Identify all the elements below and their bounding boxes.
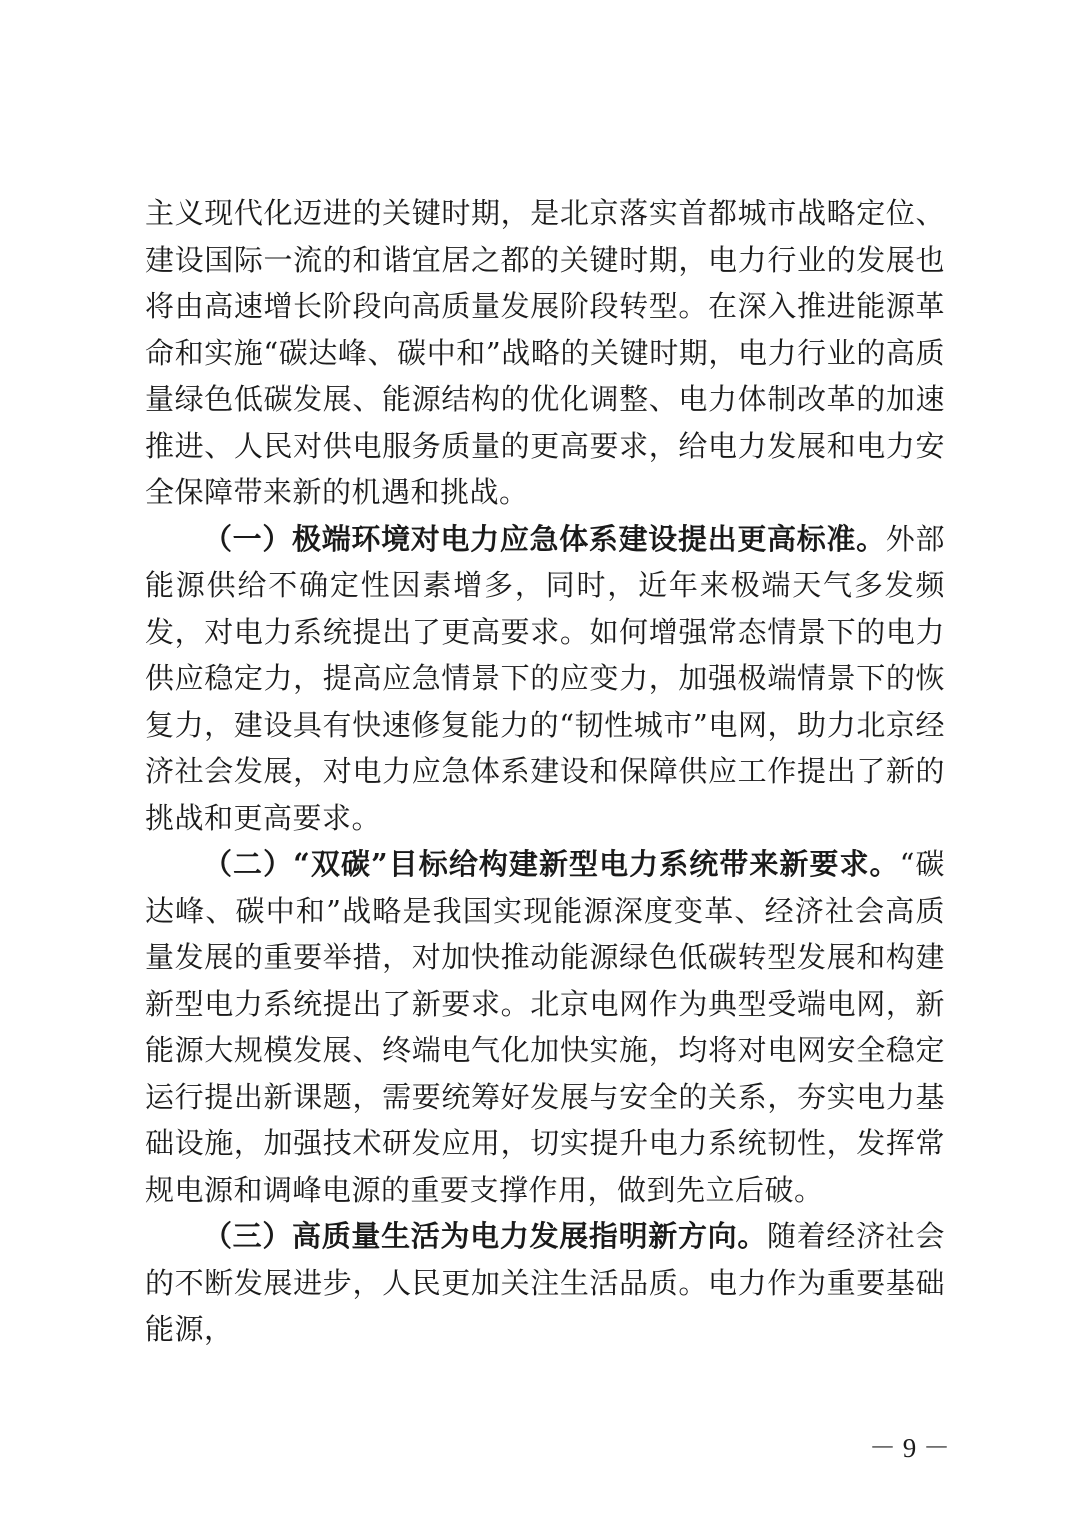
section-3-text: 随着经济社会的不断发展进步，人民更加关注生活品质。电力作为重要基础能源， xyxy=(145,1219,945,1346)
page-number: － 9 － xyxy=(869,1433,950,1463)
paragraph-intro-text: 主义现代化迈进的关键时期，是北京落实首都城市战略定位、建设国际一流的和谐宜居之都的关键时期，电力行业的发展也将由高速增长阶段向高质量发展阶段转型。在深入推进能源革命和实施“碳达峰、碳中和”战略的关键时期，电力行业的高质量绿色低碳发展、能源结构的优化调整、电力体制改革的加速推进、人民对供电服务质量的更高要求，给电力发展和电力安全保障带来新的机遇和挑战。 xyxy=(145,196,945,509)
section-2-heading: （二）“双碳”目标给构建新型电力系统带来新要求。 xyxy=(203,847,900,881)
body-text xyxy=(145,190,945,1353)
section-1-heading: （一）极端环境对电力应急体系建设提出更高标准。 xyxy=(203,521,886,556)
paragraph-section-2 xyxy=(145,841,945,1213)
section-3-heading: （三）高质量生活为电力发展指明新方向。 xyxy=(203,1219,768,1253)
section-2-text: “碳达峰、碳中和”战略是我国实现能源深度变革、经济社会高质量发展的重要举措，对加快推动能源绿色低碳转型发展和构建新型电力系统提出了新要求。北京电网作为典型受端电网，新能源大规模发展、终端电气化加快实施，均将对电网安全稳定运行提出新课题，需要统筹好发展与安全的关系，夯实电力基础设施，加强技术研发应用，切实提升电力系统韧性，发挥常规电源和调峰电源的重要支撑作用，做到先立后破。 xyxy=(145,847,945,1207)
paragraph-intro xyxy=(145,190,945,516)
section-1-text: 外部能源供给不确定性因素增多，同时，近年来极端天气多发频发，对电力系统提出了更高要求。如何增强常态情景下的电力供应稳定力，提高应急情景下的应变力，加强极端情景下的恢复力，建设具有快速修复能力的“韧性城市”电网，助力北京经济社会发展，对电力应急体系建设和保障供应工作提出了新的挑战和更高要求。 xyxy=(145,521,945,835)
paragraph-section-3 xyxy=(145,1213,945,1353)
paragraph-section-1 xyxy=(145,516,945,842)
